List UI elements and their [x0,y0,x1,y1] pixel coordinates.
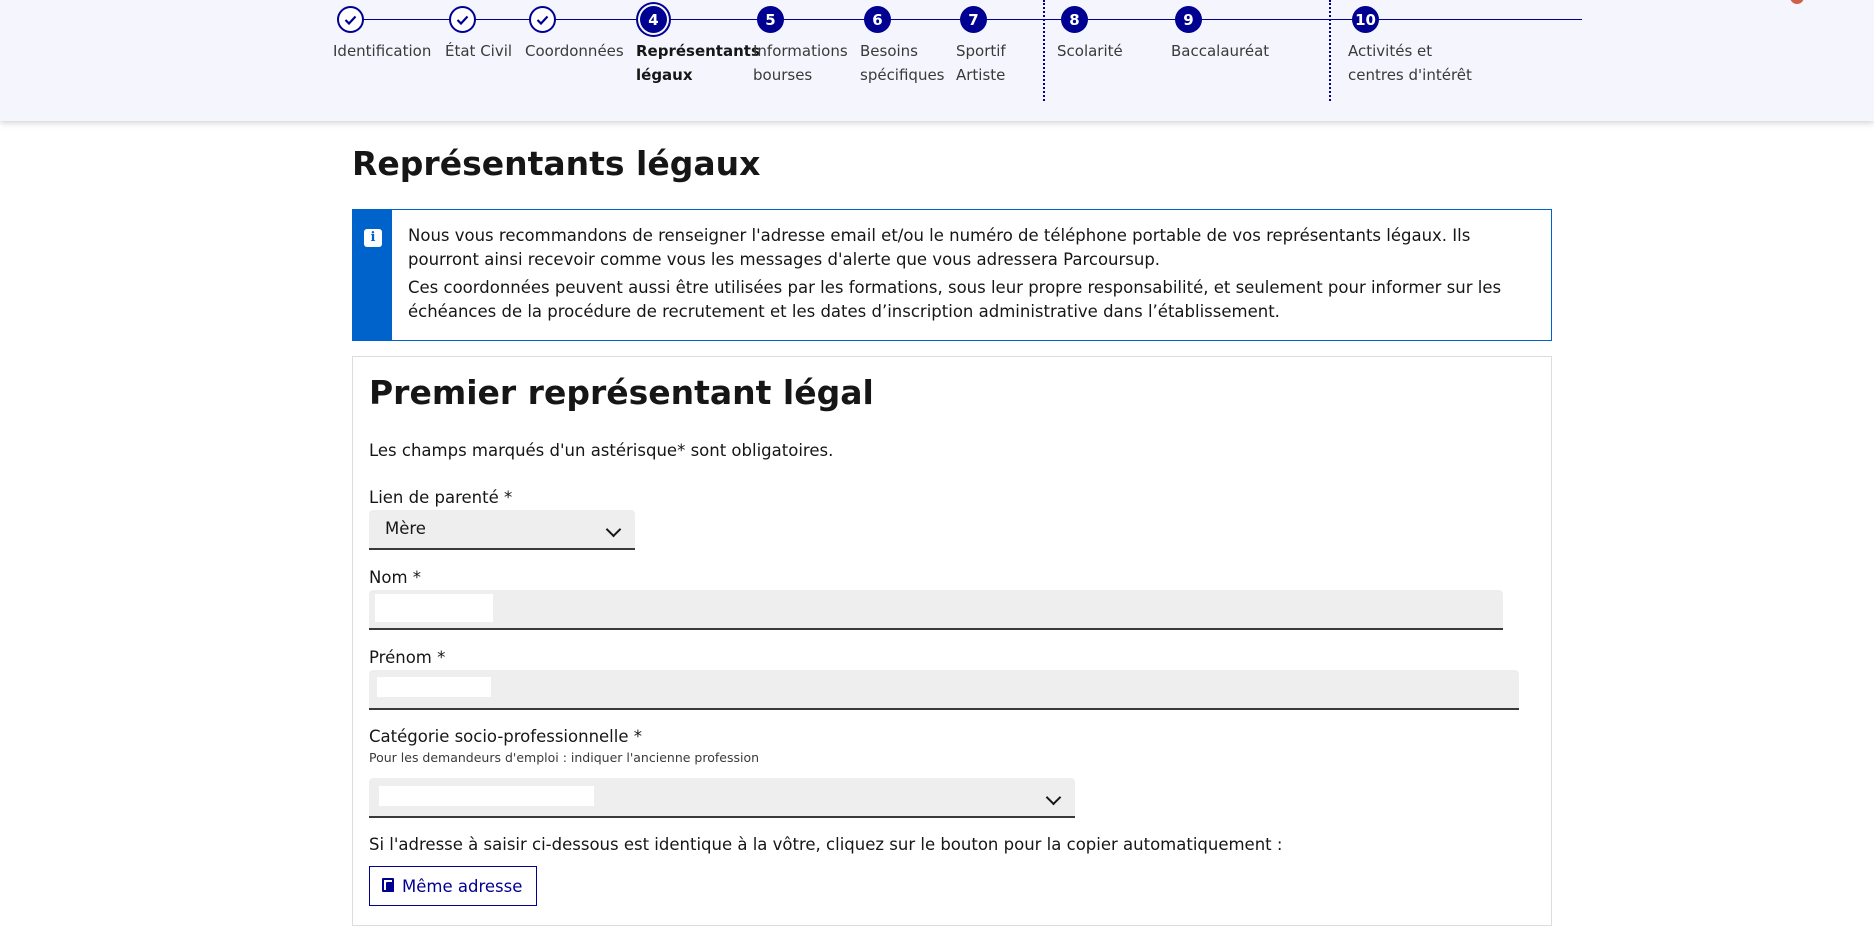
relationship-select[interactable] [369,510,635,550]
redacted-value [375,594,493,622]
info-paragraph: Ces coordonnées peuvent aussi être utilisées par les formations, sous leur propre responsabilité, et seulement pour informer sur les échéances de la procédure de recrutement et les dates d’inscription administrative dans l’établissement. [408,278,1502,321]
category-select[interactable] [369,778,1075,818]
redacted-value [379,786,594,806]
last-name-label: Nom * [369,568,422,587]
info-callout-side [353,210,392,340]
step-identification[interactable] [333,6,432,60]
check-icon [337,6,364,33]
first-name-label: Prénom * [369,648,446,667]
info-callout [352,209,1552,341]
step-label: Identification [333,42,432,60]
step-label: Représentants légaux [636,42,760,84]
info-icon: i [364,229,382,247]
step-number: 5 [757,6,784,33]
stepper-separator [1043,0,1045,101]
progress-stepper [0,0,1874,121]
copy-icon [382,878,396,894]
step-label: Besoins spécifiques [860,42,945,84]
step-baccalaureat[interactable] [1171,6,1270,60]
notification-dot [1790,0,1804,4]
page-title: Représentants légaux [352,144,761,183]
step-scolarite[interactable] [1057,6,1123,60]
info-paragraph: Nous vous recommandons de renseigner l'adresse email et/ou le numéro de téléphone portable de vos représentants légaux. Ils pourront ainsi recevoir comme vous les messages d'alerte que vous adressera Parcoursup. [408,226,1471,269]
required-fields-note: Les champs marqués d'un astérisque* sont obligatoires. [369,441,834,460]
step-number: 7 [960,6,987,33]
step-representants-legaux[interactable] [636,6,760,84]
step-label: Activités et centres d'intérêt [1348,42,1472,84]
step-activites[interactable] [1348,6,1472,84]
step-label: État Civil [445,42,513,60]
step-informations-bourses[interactable] [753,6,848,84]
same-address-label: Même adresse [402,876,523,896]
info-callout-text [408,224,1528,328]
step-label: Baccalauréat [1171,42,1270,60]
step-coordonnees[interactable] [525,6,624,60]
step-number: 6 [864,6,891,33]
first-name-input[interactable] [369,670,1519,710]
step-number: 10 [1352,6,1379,33]
step-etat-civil[interactable] [445,6,513,60]
chevron-down-icon [606,522,622,538]
step-number: 9 [1175,6,1202,33]
chevron-down-icon [1046,790,1062,806]
step-number: 8 [1061,6,1088,33]
step-label: Informations bourses [753,42,848,84]
section-title: Premier représentant légal [369,373,874,412]
last-name-input[interactable] [369,590,1503,630]
check-icon [449,6,476,33]
relationship-label: Lien de parenté * [369,488,513,507]
copy-address-note: Si l'adresse à saisir ci-dessous est identique à la vôtre, cliquez sur le bouton pour la copier automatiquement : [369,835,1283,854]
first-representative-card [352,356,1552,926]
step-label: Coordonnées [525,42,624,60]
stepper-separator [1329,0,1331,101]
step-number: 4 [640,6,667,33]
step-sportif-artiste[interactable] [956,6,1006,84]
category-label: Catégorie socio-professionnelle * [369,727,642,746]
same-address-button[interactable] [369,866,537,906]
check-icon [529,6,556,33]
relationship-value: Mère [385,519,426,538]
redacted-value [377,677,491,697]
category-hint: Pour les demandeurs d'emploi : indiquer l'ancienne profession [369,750,760,765]
step-besoins-specifiques[interactable] [860,6,945,84]
step-label: Scolarité [1057,42,1123,60]
step-label: Sportif Artiste [956,42,1006,84]
